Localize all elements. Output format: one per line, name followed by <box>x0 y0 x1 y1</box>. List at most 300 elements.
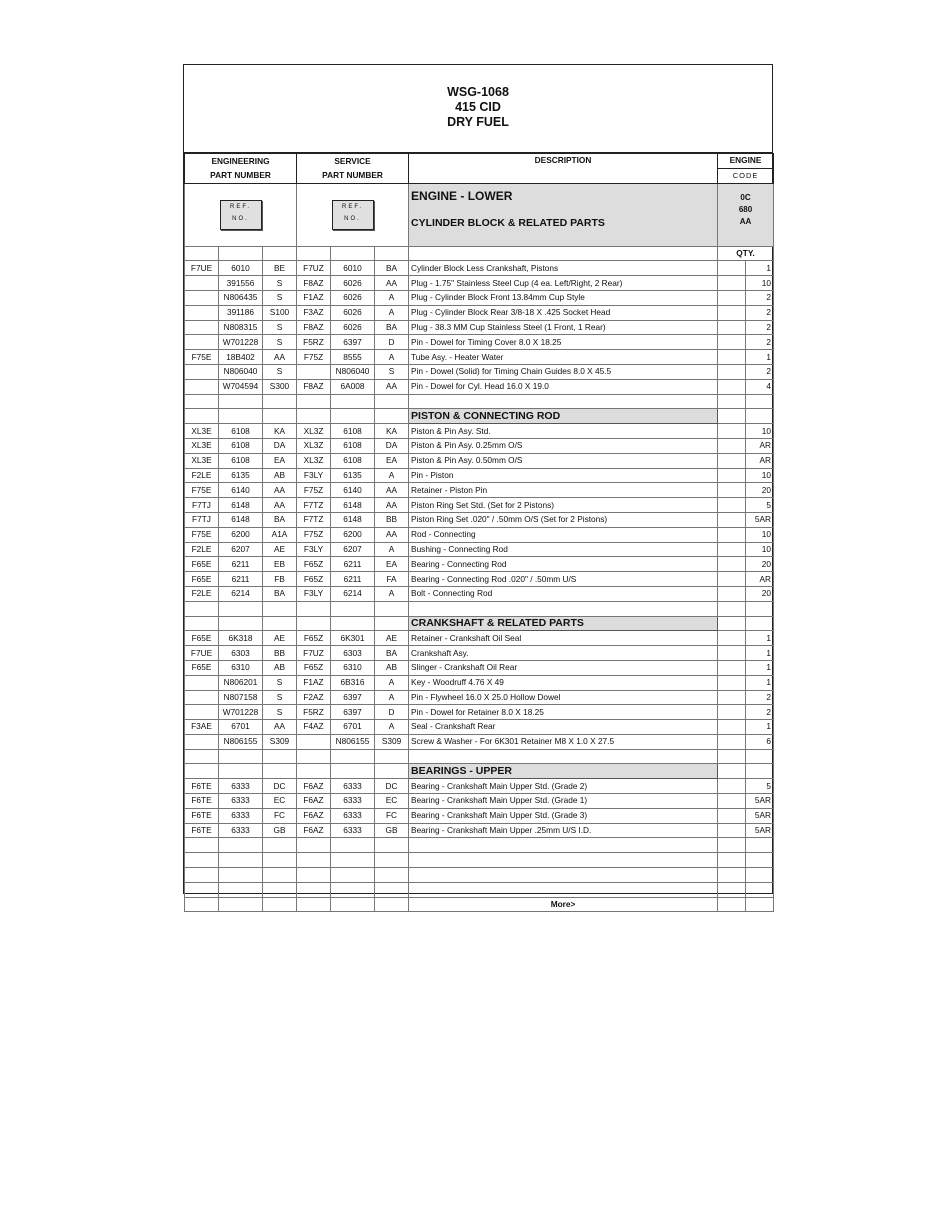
blank-row <box>185 853 774 868</box>
eng-base: 6310 <box>219 660 263 675</box>
eng-prefix: F2LE <box>185 468 219 483</box>
eng-prefix <box>185 690 219 705</box>
eng-base: N806201 <box>219 675 263 690</box>
eng-suffix: S309 <box>263 734 297 749</box>
eng-suffix: S <box>263 276 297 291</box>
part-row <box>185 572 774 587</box>
part-row <box>185 438 774 453</box>
svc-prefix: F7TZ <box>297 498 331 513</box>
eng-suffix: BA <box>263 512 297 527</box>
engineering-subheader <box>185 168 297 183</box>
svc-ref-cell <box>297 183 409 246</box>
part-row <box>185 527 774 542</box>
part-qty: 4 <box>746 379 774 394</box>
svc-prefix: F65Z <box>297 660 331 675</box>
title-line-2: 415 CID <box>455 100 501 114</box>
parts-table <box>184 153 774 912</box>
svc-prefix: F3AZ <box>297 305 331 320</box>
part-description: Pin - Piston <box>409 468 718 483</box>
svc-suffix: EA <box>375 453 409 468</box>
svc-prefix: F7UZ <box>297 261 331 276</box>
eng-prefix <box>185 320 219 335</box>
eng-base: 6148 <box>219 512 263 527</box>
eng-base: 391186 <box>219 305 263 320</box>
eng-prefix <box>185 675 219 690</box>
part-qty: 20 <box>746 586 774 601</box>
eng-ref-label-1: REF. <box>229 203 251 210</box>
part-row <box>185 261 774 276</box>
eng-base: 6214 <box>219 586 263 601</box>
eng-prefix: F7TJ <box>185 498 219 513</box>
engineering-subheader-label: PART NUMBER <box>210 169 271 180</box>
svc-prefix: F7UZ <box>297 646 331 661</box>
more-row <box>185 897 774 912</box>
part-qty: 2 <box>746 305 774 320</box>
eng-suffix: S100 <box>263 305 297 320</box>
eng-base: W701228 <box>219 335 263 350</box>
svc-suffix: FA <box>375 572 409 587</box>
part-qty: 5AR <box>746 512 774 527</box>
svc-prefix: F75Z <box>297 350 331 365</box>
svc-prefix: XL3Z <box>297 438 331 453</box>
eng-suffix: FC <box>263 808 297 823</box>
eng-prefix <box>185 379 219 394</box>
part-row <box>185 512 774 527</box>
engine-lower-section <box>409 183 718 246</box>
part-qty: 5 <box>746 779 774 794</box>
svc-suffix: BA <box>375 320 409 335</box>
svc-prefix: F3LY <box>297 468 331 483</box>
eng-suffix: BE <box>263 261 297 276</box>
part-qty: 5AR <box>746 823 774 838</box>
section-title: PISTON & CONNECTING ROD <box>409 409 718 424</box>
part-row <box>185 808 774 823</box>
svc-prefix: F8AZ <box>297 320 331 335</box>
eng-suffix: DA <box>263 438 297 453</box>
svc-suffix: A <box>375 468 409 483</box>
part-row <box>185 350 774 365</box>
svc-suffix: AA <box>375 498 409 513</box>
svc-base: 6108 <box>331 424 375 439</box>
svc-base: N806155 <box>331 734 375 749</box>
part-description: Plug - 38.3 MM Cup Stainless Steel (1 Front, 1 Rear) <box>409 320 718 335</box>
eng-base: N808315 <box>219 320 263 335</box>
part-description: Piston Ring Set Std. (Set for 2 Pistons) <box>409 498 718 513</box>
eng-suffix: AA <box>263 720 297 735</box>
part-description: Piston Ring Set .020" / .50mm O/S (Set for 2 Pistons) <box>409 512 718 527</box>
part-row <box>185 483 774 498</box>
svc-suffix: AB <box>375 660 409 675</box>
eng-base: 6108 <box>219 438 263 453</box>
eng-suffix: AA <box>263 498 297 513</box>
part-qty: 10 <box>746 542 774 557</box>
part-qty: 10 <box>746 527 774 542</box>
svc-prefix: F1AZ <box>297 675 331 690</box>
part-qty: 5AR <box>746 794 774 809</box>
svc-ref-box <box>332 200 374 230</box>
part-qty: 1 <box>746 261 774 276</box>
part-description: Bearing - Crankshaft Main Upper Std. (Grade 2) <box>409 779 718 794</box>
svc-prefix: F4AZ <box>297 720 331 735</box>
part-description: Bearing - Crankshaft Main Upper Std. (Grade 1) <box>409 794 718 809</box>
svc-base: 6108 <box>331 453 375 468</box>
part-description: Cylinder Block Less Crankshaft, Pistons <box>409 261 718 276</box>
part-row <box>185 675 774 690</box>
eng-suffix: AB <box>263 468 297 483</box>
eng-base: 6010 <box>219 261 263 276</box>
part-row <box>185 305 774 320</box>
eng-base: 6135 <box>219 468 263 483</box>
part-qty: 1 <box>746 350 774 365</box>
eng-base: 6211 <box>219 572 263 587</box>
svc-base: 6026 <box>331 305 375 320</box>
svc-ref-label-2: NO. <box>344 215 361 222</box>
eng-prefix <box>185 705 219 720</box>
part-description: Bearing - Crankshaft Main Upper .25mm U/S I.D. <box>409 823 718 838</box>
eng-base: 6333 <box>219 794 263 809</box>
svc-ref-label-1: REF. <box>342 203 364 210</box>
header-row-1 <box>185 154 774 169</box>
eng-prefix: F2LE <box>185 586 219 601</box>
eng-suffix: S <box>263 690 297 705</box>
eng-prefix <box>185 364 219 379</box>
svc-suffix: GB <box>375 823 409 838</box>
part-row <box>185 660 774 675</box>
eng-base: 6333 <box>219 823 263 838</box>
svc-suffix: A <box>375 690 409 705</box>
eng-base: 6333 <box>219 808 263 823</box>
svc-base: 6397 <box>331 335 375 350</box>
svc-prefix: XL3Z <box>297 453 331 468</box>
ref-row <box>185 183 774 246</box>
part-qty: 1 <box>746 675 774 690</box>
svc-base: 6135 <box>331 468 375 483</box>
part-row <box>185 424 774 439</box>
engineering-header-label: ENGINEERING <box>211 155 270 166</box>
more-link[interactable]: More> <box>409 897 718 912</box>
description-header <box>409 154 718 184</box>
part-row <box>185 557 774 572</box>
eng-suffix: S300 <box>263 379 297 394</box>
section-header-row <box>185 409 774 424</box>
svc-suffix: A <box>375 305 409 320</box>
svc-base: 6333 <box>331 794 375 809</box>
part-description: Screw & Washer - For 6K301 Retainer M8 X 1.0 X 27.5 <box>409 734 718 749</box>
eng-base: 6701 <box>219 720 263 735</box>
part-description: Pin - Dowel (Solid) for Timing Chain Guides 8.0 X 45.5 <box>409 364 718 379</box>
svc-prefix: F6AZ <box>297 808 331 823</box>
eng-prefix: F75E <box>185 483 219 498</box>
eng-suffix: S <box>263 335 297 350</box>
part-qty: 10 <box>746 424 774 439</box>
part-row <box>185 364 774 379</box>
eng-base: 6303 <box>219 646 263 661</box>
eng-prefix <box>185 276 219 291</box>
part-row <box>185 734 774 749</box>
part-qty: 6 <box>746 734 774 749</box>
svc-prefix: F6AZ <box>297 794 331 809</box>
svc-base: 6333 <box>331 823 375 838</box>
part-description: Pin - Dowel for Timing Cover 8.0 X 18.25 <box>409 335 718 350</box>
svc-suffix: AA <box>375 483 409 498</box>
part-qty: AR <box>746 572 774 587</box>
svc-base: 6148 <box>331 498 375 513</box>
part-qty: 20 <box>746 557 774 572</box>
part-qty: 2 <box>746 290 774 305</box>
eng-prefix <box>185 335 219 350</box>
eng-prefix: F7UE <box>185 646 219 661</box>
eng-suffix: AE <box>263 631 297 646</box>
eng-suffix: EB <box>263 557 297 572</box>
svc-base: 6200 <box>331 527 375 542</box>
eng-prefix <box>185 290 219 305</box>
svc-prefix: F2AZ <box>297 690 331 705</box>
eng-prefix: XL3E <box>185 424 219 439</box>
part-description: Pin - Flywheel 16.0 X 25.0 Hollow Dowel <box>409 690 718 705</box>
svc-prefix: F6AZ <box>297 823 331 838</box>
title-line-3: DRY FUEL <box>447 115 509 129</box>
eng-prefix: F6TE <box>185 794 219 809</box>
engine-code-cell <box>718 183 774 246</box>
eng-ref-cell <box>185 183 297 246</box>
svc-suffix: BA <box>375 261 409 276</box>
part-row <box>185 690 774 705</box>
part-row <box>185 453 774 468</box>
eng-prefix <box>185 734 219 749</box>
eng-suffix: S <box>263 320 297 335</box>
eng-suffix: FB <box>263 572 297 587</box>
eng-prefix: F6TE <box>185 779 219 794</box>
eng-prefix: F65E <box>185 660 219 675</box>
svc-suffix: KA <box>375 424 409 439</box>
eng-prefix: F65E <box>185 572 219 587</box>
part-description: Key - Woodruff 4.76 X 49 <box>409 675 718 690</box>
blank-row <box>185 882 774 897</box>
eng-base: 6108 <box>219 453 263 468</box>
svc-suffix: S <box>375 364 409 379</box>
section-title: BEARINGS - UPPER <box>409 764 718 779</box>
part-qty: AR <box>746 438 774 453</box>
part-row <box>185 320 774 335</box>
part-qty: 5AR <box>746 808 774 823</box>
svc-suffix: D <box>375 705 409 720</box>
part-row <box>185 335 774 350</box>
svc-base: 6B316 <box>331 675 375 690</box>
svc-base: 6108 <box>331 438 375 453</box>
svc-base: 6214 <box>331 586 375 601</box>
part-qty: 1 <box>746 720 774 735</box>
part-description: Crankshaft Asy. <box>409 646 718 661</box>
engine-header-label: ENGINE <box>729 155 762 166</box>
svc-prefix: F3LY <box>297 542 331 557</box>
eng-suffix: S <box>263 705 297 720</box>
part-description: Seal - Crankshaft Rear <box>409 720 718 735</box>
svc-base: 6148 <box>331 512 375 527</box>
svc-suffix: A <box>375 290 409 305</box>
svc-base: 6397 <box>331 705 375 720</box>
eng-base: N806435 <box>219 290 263 305</box>
svc-prefix: F8AZ <box>297 276 331 291</box>
blank-row <box>185 838 774 853</box>
eng-base: 6200 <box>219 527 263 542</box>
qty-header-row <box>185 246 774 261</box>
eng-prefix: F75E <box>185 527 219 542</box>
svc-prefix: F65Z <box>297 631 331 646</box>
part-row <box>185 498 774 513</box>
eng-prefix: F2LE <box>185 542 219 557</box>
description-header-label: DESCRIPTION <box>534 155 592 165</box>
eng-suffix: AA <box>263 483 297 498</box>
svc-suffix: A <box>375 542 409 557</box>
part-qty: 2 <box>746 705 774 720</box>
eng-suffix: S <box>263 290 297 305</box>
svc-base: 6397 <box>331 690 375 705</box>
engine-code-line-2: 680 <box>738 204 753 214</box>
section-title: CRANKSHAFT & RELATED PARTS <box>409 616 718 631</box>
part-row <box>185 779 774 794</box>
engine-header <box>718 154 774 169</box>
eng-suffix: S <box>263 364 297 379</box>
svc-prefix: F6AZ <box>297 779 331 794</box>
eng-suffix: A1A <box>263 527 297 542</box>
svc-base: N806040 <box>331 364 375 379</box>
service-header <box>297 154 409 169</box>
section-header-row <box>185 616 774 631</box>
eng-base: 6140 <box>219 483 263 498</box>
eng-suffix: S <box>263 675 297 690</box>
svc-base: 8555 <box>331 350 375 365</box>
svc-suffix: BB <box>375 512 409 527</box>
qty-header: QTY. <box>718 246 774 261</box>
eng-prefix: F75E <box>185 350 219 365</box>
part-qty: 20 <box>746 483 774 498</box>
section-header-row <box>185 764 774 779</box>
eng-base: N806155 <box>219 734 263 749</box>
part-description: Retainer - Crankshaft Oil Seal <box>409 631 718 646</box>
blank-row <box>185 601 774 616</box>
eng-prefix: F6TE <box>185 808 219 823</box>
svc-suffix: EC <box>375 794 409 809</box>
eng-base: 18B402 <box>219 350 263 365</box>
eng-suffix: GB <box>263 823 297 838</box>
svc-prefix: F5RZ <box>297 705 331 720</box>
parts-sheet <box>183 64 773 910</box>
svc-base: 6303 <box>331 646 375 661</box>
document-title <box>184 65 772 153</box>
eng-prefix <box>185 305 219 320</box>
part-qty: 2 <box>746 320 774 335</box>
part-description: Piston & Pin Asy. 0.25mm O/S <box>409 438 718 453</box>
part-row <box>185 586 774 601</box>
svc-suffix: DC <box>375 779 409 794</box>
eng-base: 6207 <box>219 542 263 557</box>
part-row <box>185 276 774 291</box>
part-description: Tube Asy. - Heater Water <box>409 350 718 365</box>
part-row <box>185 705 774 720</box>
eng-base: N806040 <box>219 364 263 379</box>
service-subheader <box>297 168 409 183</box>
svc-base: 6140 <box>331 483 375 498</box>
code-header-label: CODE <box>732 171 759 181</box>
svc-prefix: F65Z <box>297 557 331 572</box>
eng-base: N807158 <box>219 690 263 705</box>
svc-suffix: EA <box>375 557 409 572</box>
svc-prefix: F1AZ <box>297 290 331 305</box>
part-qty: AR <box>746 453 774 468</box>
part-description: Plug - 1.75" Stainless Steel Cup (4 ea. Left/Right, 2 Rear) <box>409 276 718 291</box>
part-qty: 10 <box>746 276 774 291</box>
eng-ref-box <box>220 200 262 230</box>
part-row <box>185 379 774 394</box>
eng-prefix: F65E <box>185 631 219 646</box>
eng-suffix: EC <box>263 794 297 809</box>
engineering-header <box>185 154 297 169</box>
eng-suffix: AA <box>263 350 297 365</box>
part-description: Plug - Cylinder Block Rear 3/8-18 X .425 Socket Head <box>409 305 718 320</box>
eng-suffix: EA <box>263 453 297 468</box>
part-row <box>185 720 774 735</box>
part-row <box>185 468 774 483</box>
eng-suffix: AB <box>263 660 297 675</box>
eng-suffix: AE <box>263 542 297 557</box>
eng-prefix: F7UE <box>185 261 219 276</box>
part-row <box>185 794 774 809</box>
part-qty: 10 <box>746 468 774 483</box>
part-description: Bearing - Crankshaft Main Upper Std. (Grade 3) <box>409 808 718 823</box>
part-description: Rod - Connecting <box>409 527 718 542</box>
eng-suffix: BB <box>263 646 297 661</box>
eng-prefix: XL3E <box>185 438 219 453</box>
part-row <box>185 290 774 305</box>
svc-prefix: F65Z <box>297 572 331 587</box>
part-qty: 1 <box>746 631 774 646</box>
svc-base: 6026 <box>331 276 375 291</box>
part-row <box>185 542 774 557</box>
eng-prefix: XL3E <box>185 453 219 468</box>
svc-base: 6A008 <box>331 379 375 394</box>
eng-base: 6333 <box>219 779 263 794</box>
eng-prefix: F65E <box>185 557 219 572</box>
svc-suffix: A <box>375 720 409 735</box>
part-row <box>185 646 774 661</box>
part-qty: 2 <box>746 690 774 705</box>
part-row <box>185 631 774 646</box>
part-description: Piston & Pin Asy. 0.50mm O/S <box>409 453 718 468</box>
svc-base: 6207 <box>331 542 375 557</box>
part-description: Piston & Pin Asy. Std. <box>409 424 718 439</box>
eng-base: 6108 <box>219 424 263 439</box>
svc-suffix: AE <box>375 631 409 646</box>
svc-suffix: FC <box>375 808 409 823</box>
section-title-engine-lower: ENGINE - LOWER <box>411 188 513 203</box>
part-description: Bearing - Connecting Rod <box>409 557 718 572</box>
svc-suffix: A <box>375 675 409 690</box>
eng-ref-label-2: NO. <box>232 215 249 222</box>
part-qty: 1 <box>746 660 774 675</box>
svc-base: 6211 <box>331 557 375 572</box>
eng-base: 6211 <box>219 557 263 572</box>
eng-base: 6148 <box>219 498 263 513</box>
svc-suffix: A <box>375 586 409 601</box>
blank-row <box>185 749 774 764</box>
code-header <box>718 168 774 183</box>
eng-base: 391556 <box>219 276 263 291</box>
svc-base: 6K301 <box>331 631 375 646</box>
eng-prefix: F6TE <box>185 823 219 838</box>
svc-prefix: F7TZ <box>297 512 331 527</box>
title-line-1: WSG-1068 <box>447 85 509 99</box>
engine-code-line-1: 0C <box>740 192 751 202</box>
